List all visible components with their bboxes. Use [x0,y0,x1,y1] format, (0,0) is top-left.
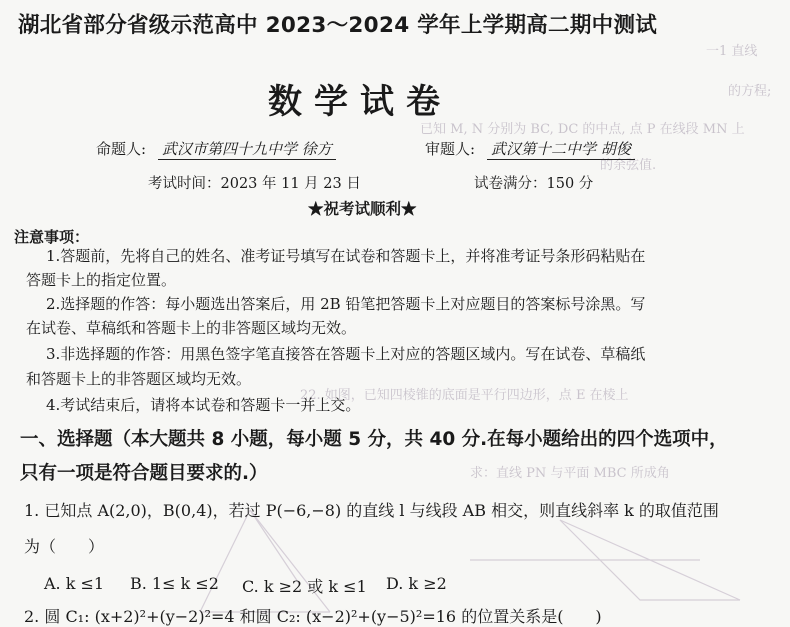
bleed-text: 已知 M, N 分别为 BC, DC 的中点, 点 P 在线段 MN 上 [420,122,745,137]
section-heading: 一、选择题（本大题共 8 小题，每小题 5 分，共 40 分.在每小题给出的四个选项中， [20,429,728,450]
subject-title: 数学试卷 [268,82,452,122]
section-heading-cont: 只有一项是符合题目要求的.） [20,463,268,484]
reviewer-label: 审题人: [425,140,476,158]
exam-time: 考试时间：2023 年 11 月 23 日 [148,176,361,192]
reviewer-value: 武汉第十二中学 胡俊 [487,138,635,159]
bleed-text: 22. 如图，已知四棱锥的底面是平行四边形，点 E 在棱上 [300,388,629,403]
notice-heading: 注意事项： [14,228,90,246]
question-1-option-b: B. 1≤ k ≤2 [130,574,219,593]
author-value: 武汉市第四十九中学 徐方 [158,138,336,159]
question-1-option-a: A. k ≤1 [44,574,105,593]
notice-line: 和答题卡上的非答题区域均无效。 [26,370,252,388]
notice-line: 1.答题前，先将自己的姓名、准考证号填写在试卷和答题卡上，并将准考证号条形码粘贴在 [46,247,646,265]
exam-title: 湖北省部分省级示范高中 2023～2024 学年上学期高二期中测试 [18,13,658,38]
bleed-text: 一1 直线 [706,44,758,59]
notice-line: 在试卷、草稿纸和答题卡上的非答题区域均无效。 [26,319,357,337]
question-1-option-c: C. k ≥2 或 k ≤1 [242,577,367,596]
question-2-stem: 2. 圆 C₁: (x+2)²+(y−2)²=4 和圆 C₂: (x−2)²+(y−5)²=16 的位置关系是( ) [24,607,602,626]
question-1-stem-cont: 为（ ） [24,537,105,556]
bleed-text: 的方程; [728,84,772,99]
notice-line: 4.考试结束后，请将本试卷和答题卡一并上交。 [46,396,361,414]
exam-score: 试卷满分：150 分 [474,176,594,192]
author-label: 命题人: [96,140,147,158]
question-1-stem: 1. 已知点 A(2,0)，B(0,4)，若过 P(−6,−8) 的直线 l 与线段 AB 相交，则直线斜率 k 的取值范围 [24,501,719,520]
question-1-option-d: D. k ≥2 [386,574,447,593]
bleed-text: 求：直线 PN 与平面 MBC 所成角 [470,466,670,481]
notice-line: 3.非选择题的作答：用黑色签字笔直接答在答题卡上对应的答题区域内。写在试卷、草稿纸 [46,345,646,363]
bleed-text: 的余弦值. [600,158,657,173]
good-luck-banner: ★祝考试顺利★ [308,199,417,218]
notice-line: 答题卡上的指定位置。 [26,271,177,289]
notice-line: 2.选择题的作答：每小题选出答案后，用 2B 铅笔把答题卡上对应题目的答案标号涂黑。写 [46,295,646,313]
